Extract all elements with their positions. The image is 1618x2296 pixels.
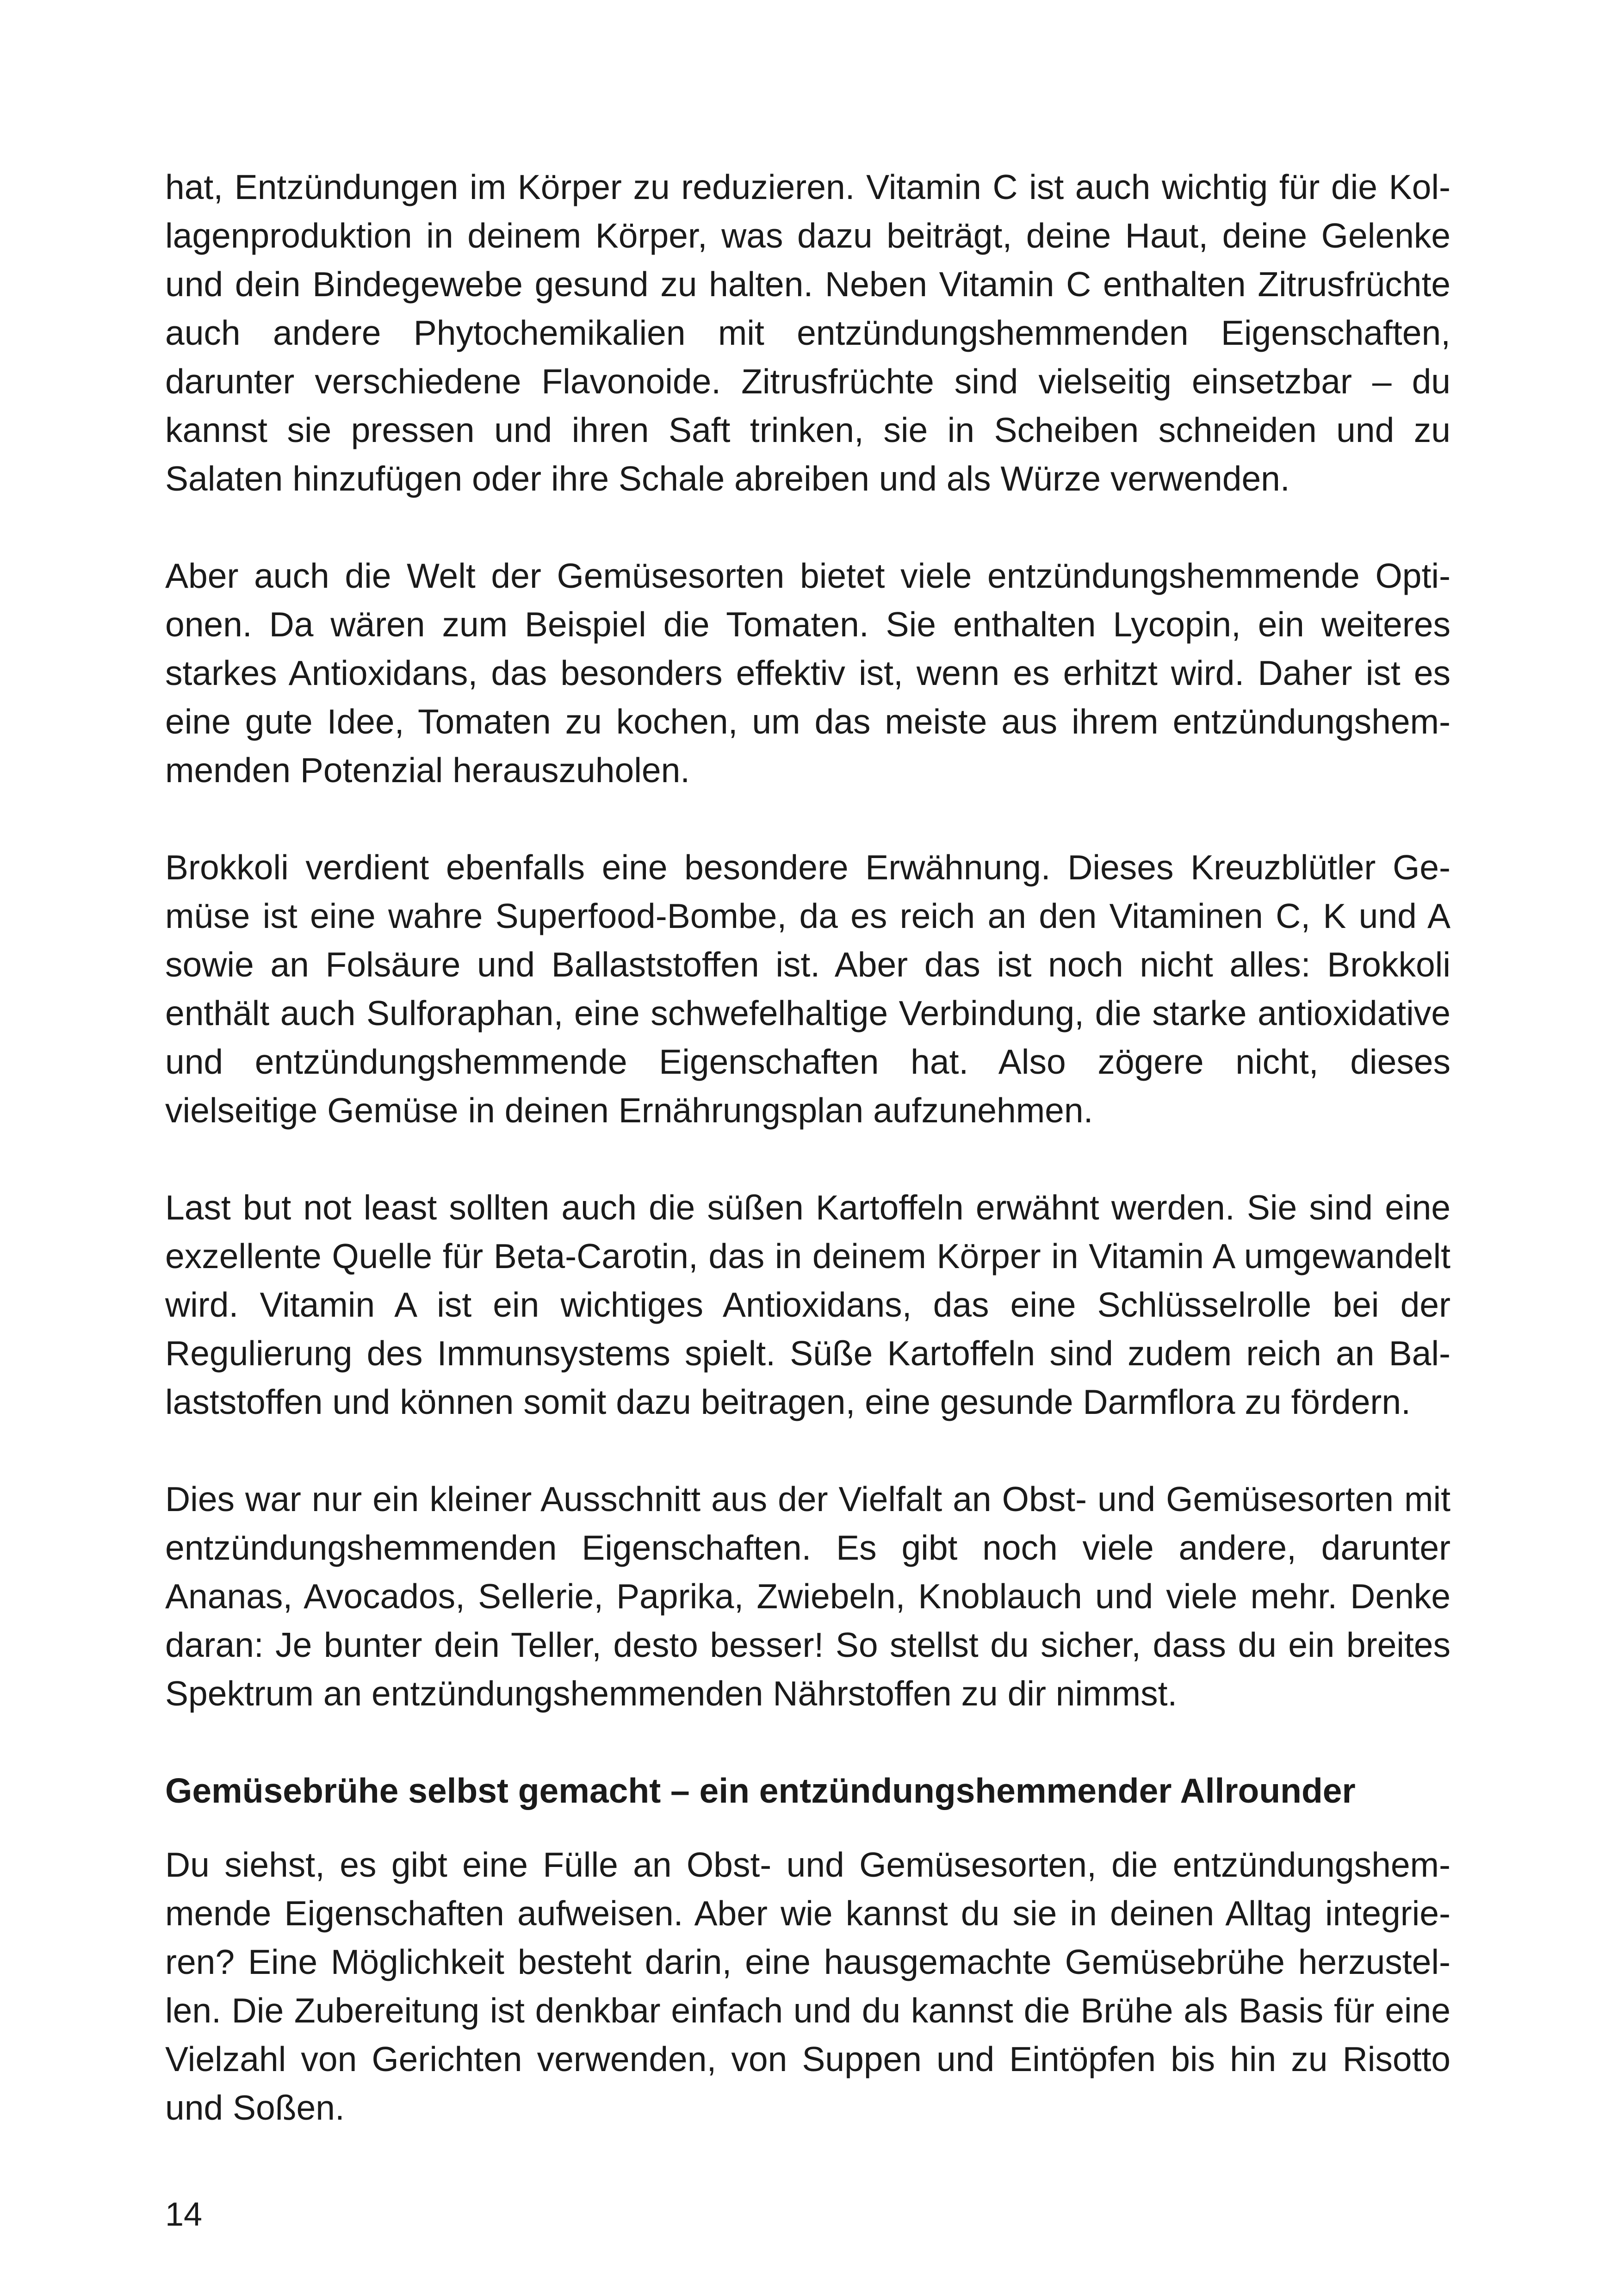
section-heading: Gemüsebrühe selbst gemacht – ein entzündungshemmender Allrounder	[165, 1771, 1356, 1810]
paragraph-tomatoes: Aber auch die Welt der Gemüsesorten bietet viele entzündungshemmende Optionen. Da wären zum Beispiel die Tomaten. Sie enthalten Lycopin, ein weiteres starkes Antioxidans, das besonders effektiv ist, wenn es erhitzt wird. Daher ist es eine gute Idee, Tomaten zu kochen, um das meiste aus ihrem entzündungshemmenden Potenzial herauszuholen.	[165, 556, 1451, 790]
paragraph-sweet-potatoes: Last but not least sollten auch die süßen Kartoffeln erwähnt werden. Sie sind eine exzellente Quelle für Beta-Carotin, das in deinem Körper in Vitamin A umgewandelt wird. Vitamin A ist ein wichtiges Antioxidans, das eine Schlüsselrolle bei der Regulierung des Immunsystems spielt. Süße Kartoffeln sind zudem reich an Ballaststoffen und können somit dazu beitragen, eine gesunde Darmflora zu fördern.	[165, 1188, 1451, 1421]
paragraph-citrus: hat, Entzündungen im Körper zu reduzieren. Vitamin C ist auch wichtig für die Kollagenproduktion in deinem Körper, was dazu beiträgt, deine Haut, deine Gelenke und dein Bindegewebe gesund zu halten. Neben Vitamin C enthalten Zitrusfrüchte auch andere Phytochemikalien mit entzündungshemmenden Eigenschaften, darunter verschiedene Flavonoide. Zitrusfrüchte sind vielseitig einsetzbar – du kannst sie pressen und ihren Saft trinken, sie in Scheiben schneiden und zu Salaten hinzufügen oder ihre Schale abreiben und als Würze verwenden.	[165, 168, 1451, 498]
page-body	[165, 163, 1451, 2132]
paragraph-vegetable-broth: Du siehst, es gibt eine Fülle an Obst- und Gemüsesorten, die entzündungshemmende Eigenschaften aufweisen. Aber wie kannst du sie in deinen Alltag integrieren? Eine Möglichkeit besteht darin, eine hausgemachte Gemüsebrühe herzustellen. Die Zubereitung ist denkbar einfach und du kannst die Brühe als Basis für eine Vielzahl von Gerichten verwenden, von Suppen und Eintöpfen bis hin zu Risotto und Soßen.	[165, 1845, 1451, 2127]
paragraph-broccoli: Brokkoli verdient ebenfalls eine besondere Erwähnung. Dieses Kreuzblütler Gemüse ist eine wahre Superfood-Bombe, da es reich an den Vitaminen C, K und A sowie an Folsäure und Ballaststoffen ist. Aber das ist noch nicht alles: Brokkoli enthält auch Sulforaphan, eine schwefelhaltige Verbindung, die starke antioxidative und entzündungshemmende Eigenschaften hat. Also zögere nicht, dieses vielseitige Gemüse in deinen Ernährungsplan aufzunehmen.	[165, 848, 1451, 1130]
page-number: 14	[165, 2196, 203, 2233]
paragraph-summary: Dies war nur ein kleiner Ausschnitt aus der Vielfalt an Obst- und Gemüsesorten mit entzündungshemmenden Eigenschaften. Es gibt noch viele andere, darunter Ananas, Avocados, Sellerie, Paprika, Zwiebeln, Knoblauch und viele mehr. Denke daran: Je bunter dein Teller, desto besser! So stellst du sicher, dass du ein breites Spektrum an entzündungshemmenden Nährstoffen zu dir nimmst.	[165, 1480, 1451, 1713]
